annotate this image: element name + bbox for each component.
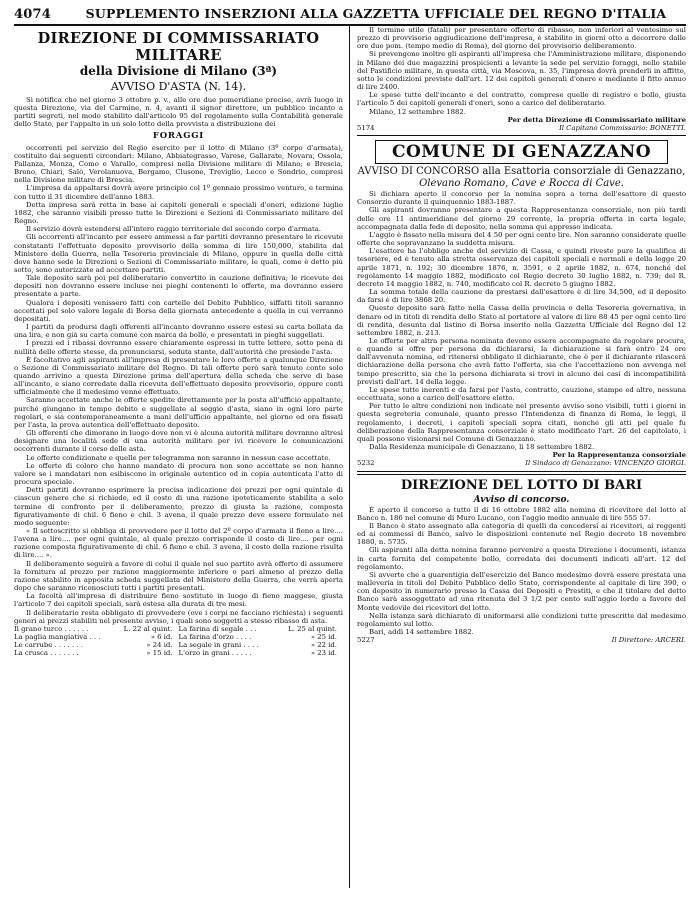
paragraph: Detti partiti dovranno esprimere la precisa indicazione dei prezzi per ogni quintale di ciascun genere che si richiede, ed il costo di una razione ipoteticamente stabilita a solo termine di confronto per il deliberamento, prezzo di giusta la razione, composta figurativamente di chil. 6 fieno e chil. 3 avena, il quale prezzo deve essere formulato nel modo seguente:: [14, 486, 343, 527]
columns: [14, 26, 686, 888]
paragraph: Le offerte condizionate e quelle per telegramma non saranno in nessun caso accettate.: [26, 453, 331, 462]
paragraph: Gli aspiranti alla detta nomina faranno pervenire a questa Direzione i documenti, istanza in carta fornita del competente bollo, corredata dei documenti indicati all'art. 12 del regolamento.: [357, 546, 686, 571]
running-header: [14, 6, 686, 26]
signature-block: Per la Rappresentanza consorziale: [552, 451, 686, 460]
price-column-2: [179, 625, 344, 658]
price-row: La farina d'orzo . . . . » 25 id.: [178, 633, 337, 642]
place-date: Milano, 12 settembre 1882.: [369, 107, 466, 116]
paragraph: Si prevengono inoltre gli aspiranti all'impresa che l'Amministrazione militare, disponendo in Milano dei due magazzini prospicienti a levante la sede pel servizio foraggi, nello stabile del Pastificio militare, in questa città, via Moscova, n. 35, l'impresa dovrà prenderli in affitto, sotto le condizioni previste dall'art. 12 dei capitoli generali d'onere e mediante il fitto annuo di lire 2400.: [357, 50, 686, 92]
paragraph: Il termine utile (fatali) per presentare offerte di ribasso, non inferiori al ventesimo sul prezzo di provvisorio aggiudicazione dell'impresa, è stabilito in giorni otto a decorrere dalle ore due pom. (tempo medio di Roma), del giorno del provvisorio deliberamento.: [357, 26, 686, 51]
auction-notice-heading: AVVISO D'ASTA (N. 14).: [110, 80, 247, 93]
paragraph: Detta impresa sarà retta in base ai capitoli generali e speciali d'oneri, edizione luglio 1882, che saranno visibili presso tutte le Direzioni e Sezioni di Commissariato militare del Regno.: [14, 200, 343, 226]
paragraph: Saranno accettate anche le offerte spedite direttamente per la posta all'ufficio appaltante, purché giungano in tempo debito e suggellate al seggio d'asta, siano in ogni loro parte regolari, e sia contemporaneamente a mani dell'ufficio appaltante, nel giorno ed ora fissati per l'asta, la prova autentica dell'effettuato deposito.: [14, 396, 343, 429]
paragraph: Il Banco è stato assegnato alla categoria di quelli da concedersi ai ricevitori, ai reggenti ed ai commessi di Banco, salvo le disposizioni contenute nel Regio decreto 18 novembre 1880, n. 5735.: [357, 521, 686, 547]
paragraph: La facoltà all'impresa di distribuire fieno sostitute in luogo di fieno maggese, giusta l'articolo 7 dei capitoli speciali, sarà estesa alla durata di tre mesi.: [14, 592, 343, 609]
paragraph: È facoltativo agli aspiranti all'impresa di presentare le loro offerte a qualunque Direzione o Sezione di Commissariato militare del Regno. Di tali offerte però sarà tenuto conto solo quando arrivino a questa Direzione prima dell'apertura della scheda che serve di base all'incanto, e siano corredate dalla ricevuta dell'effettuato deposito provvisorio, oppure conti ufficialmente che il medesimo venne effettuato.: [14, 355, 343, 397]
paragraph: Gli offerenti che dimorano in luogo dove non vi è alcuna autorità militare dovranno altresì designare una località sede di una autorità militare per ivi ricevere le comunicazioni occorrenti durante il corso delle asta.: [14, 429, 343, 454]
paragraph: I prezzi ed i ribassi dovranno essere chiaramente espressi in tutte lettere, sotto pena di nullità delle offerte stesse, da pronunciarsi, seduta stante, dall'autorità che presiede l'asta.: [14, 339, 343, 356]
paragraph: Nella istanza sarà dichiarato di uniformarsi alle condizioni tutte prescritte dal medesimo regolamento sul lotto.: [357, 611, 686, 628]
price-list: [14, 625, 343, 658]
paragraph: Si dichiara aperto il concorso per la nomina sopra a terna dell'esattore di questo Consorzio durante il quinquennio 1883-1887.: [357, 190, 686, 207]
foraggi-heading: FORAGGI: [152, 130, 205, 141]
paragraph: « Il sottoscritto si obbliga di provvedere per il lotto del 2º corpo d'armata il fieno a lire.... l'avena a lire.... per ogni quintale, al quale prezzo corrisponde il costo di lire.... per ogni razione composta figurativamente di chil. 6 fieno e chil. 3 avena, il costo della razione risulta di lire.... ».: [14, 526, 343, 560]
paragraph: Le offerte per altra persona nominata devono essere accompagnate da regolare procura, e quando si offre per persona da dichiararsi, la dichiarazione si farà entro 24 ore dall'avvenuta nomina, ed ritenersi obbligato il dichiarante, che è per il dichiarante rilascerà dichiarazione della persona che avrà fatto l'offerta, sia che l'accettazione non avvenga nel tempo prescritto, sia che la persona dichiarata si trovi in alcuno dei casi di incompatibilità previsti dall'art. 14 della legge.: [357, 336, 686, 386]
paragraph: L'impresa da appaltarsi dovrà avere principio col 1º gennaio prossimo venturo, e termina con tutto il 31 dicembre dell'anno 1883.: [14, 184, 343, 201]
price-row: L'orzo in grani . . . . . » 23 id.: [178, 649, 337, 658]
notice-number: 5232: [357, 459, 375, 468]
paragraph: Le spese tutte dell'incanto e del contratto, comprese quelle di registro e bollo, giusta l'articolo 5 dei capitoli generali d'oneri, sono a carico del deliberatario.: [357, 91, 686, 108]
paragraph: Il servizio dovrà estendersi all'intero raggio territoriale del secondo corpo d'armata.: [26, 225, 322, 234]
commissariato-heading: DIREZIONE DI COMMISSARIATO MILITARE: [37, 30, 320, 64]
genazzano-subheading: AVVISO DI CONCORSO alla Esattoria consorziale di Genazzano,: [357, 166, 686, 178]
price-row: La paglia mangiativa . . . » 6 id.: [14, 633, 173, 642]
price-row: La segale in grani . . . . » 22 id.: [178, 641, 337, 650]
divider: [357, 135, 686, 136]
price-row: Il grano turco . . . . . . L. 22 al quint.: [14, 624, 173, 633]
bari-subheading: Avviso di concorso.: [473, 494, 570, 505]
signature-block: 5232 Il Sindaco di Genazzano: VINCENZO GIORGI.: [357, 459, 686, 468]
paragraph: Tale deposito sarà poi pel deliberatario convertito in cauzione definitiva; le ricevute dei depositi non dovranno essere incluse nei pieghi contenenti le offerte, ma dovranno essere presentate a parte.: [14, 274, 343, 299]
division-heading: della Divisione di Milano (3ª): [79, 64, 278, 78]
divider: [357, 471, 686, 475]
paragraph: Il deliberatario resta obbligato di provvedere (ove i corpi ne facciano richiesta) i seguenti generi ai prezzi stabiliti nel presente avviso, i quali sono soggetti a stesso ribasso di asta.: [14, 608, 343, 625]
signature-block: 5174 Il Capitano Commissario: BONETTI.: [357, 123, 686, 132]
paragraph: Questo deposito sarà fatto nella Cassa della provincia o della Tesoreria governativa, in denaro od in titoli di rendita dello Stato al portatore al valore di lire 88 45 per ogni cento lire di rendita, desunta dal listino di Borsa inserito nella Gazzetta Ufficiale del Regno del 12 settembre 1882, n. 213.: [357, 304, 686, 337]
bari-heading: DIREZIONE DEL LOTTO DI BARI: [400, 477, 643, 493]
price-row: Le carrube . . . . . . . » 24 id.: [14, 641, 173, 650]
right-column: [350, 26, 686, 888]
genazzano-heading: COMUNE DI GENAZZANO: [375, 140, 668, 164]
paragraph: L'esattore ha l'obbligo anche del servizio di Cassa, e quindi riveste pure la qualifica di tesoriere, ed è tenuto alla stretta osservanza dei capitoli speciali e normali e della legge 20 aprile 1871, n. 192; 30 dicembre 1876, n. 3591, e 2 aprile 1882, n. 674, nonché del regolamento 14 maggio 1882, modificato col Regio decreto 30 luglio 1882, n. 739; del R. decreto 14 maggio 1882, n. 740, modificato col R. decreto 5 giugno 1882.: [357, 247, 686, 288]
signature-block: 5227 Il Direttore: ARCERI.: [357, 636, 686, 645]
price-row: La farina di segale . . . L. 25 al quint.: [178, 624, 337, 633]
paragraph: La somma totale della cauzione da prestarsi dall'esattore è di lire 34,500, ed il deposito da farsi è di lire 3868 20.: [357, 288, 686, 305]
paragraph: Per tutto le altre condizioni non indicate nel presente avviso sono visibili, tutti i giorni in questa segreteria comunale, quanto presso l'Intendenza di finanza di Roma, le leggi, il regolamento, i decreti, i capitoli speciali sopra citati, nonché gli atti pel quale fu deliberazione della Rappresentanza consorziale è stato modificato l'art. 26 del capitolato, i quali possono visionarsi nel Comune di Genazzano.: [357, 402, 686, 443]
paragraph: Qualora i depositi venissero fatti con cartelle del Debito Pubblico, siffatti titoli saranno accettati pel solo valore legale di Borsa della giornata antecedente a quella in cui verranno depositati.: [14, 298, 343, 323]
paragraph: occorrenti pel servizio del Regio esercito per il lotto di Milano (3º corpo d'armata), costituito dai seguenti circondari: Milano, Abbiategrasso, Varese, Gallarate, Novara, Ossola, Pallanza, Monza, Como e Varallo, compresi nella Divisione militare di Milano; e Brescia, Breno, Chiari, Salò, Verolanuova, Bergamo, Clusone, Treviglio, Lecco e Sondrio, compresi nella Divisione militare di Brescia.: [14, 143, 343, 185]
paragraph: È aperto il concorso a tutto il di 16 ottobre 1882 alla nomina di ricevitore del lotto al Banco n. 186 nel comune di Muro Lucano, con l'aggio medio annuale di lire 555 57.: [357, 505, 686, 522]
paragraph: I partiti da prodursi dagli offerenti all'incanto dovranno essere estesi su carta bollata da una lira, e non già su carta comune con marca da bollo, e presentati in pieghi suggellati.: [14, 323, 343, 340]
genazzano-subheading-2: Olevano Romano, Cave e Rocca di Cave.: [419, 178, 624, 190]
paragraph: Gli aspiranti dovranno presentare a questa Rappresentanza consorziale, non più tardi delle ore 11 antimeridiane del giorno 29 corrente, la propria offerta in carta legale, accompagnata dalla fede di deposito, nella somma qui appresso indicata.: [357, 206, 686, 231]
publication-title: SUPPLEMENTO INSERZIONI ALLA GAZZETTA UFFICIALE DEL REGNO D'ITALIA: [85, 6, 667, 21]
paragraph: Gli accorrenti all'incanto per essere ammessi a far partiti dovranno presentare le ricevute constatanti l'effettuato deposito provvisorio della somma di lire 150,000, stabilita dal Ministero della Guerra, nella Tesoreria provinciale di Milano, oppure in quella delle città dove hanno sede le Direzioni o Sezioni di Commissariato militare, le quali, come è detto più sotto, sono autorizzate ad accettare partiti.: [14, 233, 343, 274]
left-column: [14, 26, 350, 888]
place-date: Bari, addì 14 settembre 1882.: [369, 627, 474, 636]
notice-number: 5174: [357, 123, 375, 132]
place-date: Dalla Residenza municipale di Genazzano, li 18 settembre 1882.: [369, 443, 595, 452]
paragraph: Si notifica che nel giorno 3 ottobre p. v., alle ore due pomeridiane precise, avrà luogo in questa Direzione, via del Carmine, n. 4, avanti il signor direttore, un pubblico incanto a partiti segreti, nel modo stabilito dall'articolo 95 del regolamento sulla Contabilità generale dello Stato, per l'appalto in un solo lotto della provvista a distribuzione dei: [14, 96, 343, 129]
paragraph: L'aggio è fissato nella misura del 4 50 per ogni cento lire. Non saranno considerate quelle offerte che sopravanzano la suddetta misura.: [357, 230, 686, 248]
notice-number: 5227: [357, 636, 375, 645]
page-number: 4074: [14, 7, 51, 22]
signature-block: Per detta Direzione di Commissariato militare: [507, 115, 686, 124]
paragraph: Le offerte di coloro che hanno mandato di procura non sono accettate se non hanno valore se i mandatari non esibiscono in originale autentico od in copia autenticata l'atto di procura speciale.: [14, 461, 343, 487]
paragraph: Le spese tutte inerenti e da farsi per l'asta, contratto, cauzione, stampe ed altre, nessuna eccettuata, sono a carico dell'esattore eletto.: [357, 385, 686, 403]
paragraph: Il deliberamento seguirà a favore di colui il quale nel suo partito avrà offerto di assumere la fornitura al prezzo per razione maggiormente inferiore o pari almeno al prezzo della razione stabilito in apposita scheda suggellata del Ministero della Guerra, che verrà aperta dopo che saranno riconosciuti tutti i partiti presentati.: [14, 559, 343, 593]
paragraph: Si avverte che a guarentigia dell'esercizio del Banco medesimo dovrà essere prestata una malleveria in titoli del Debito Pubblico dello Stato, corrispondente al capitale di lire 390, o con deposito in numerario presso la Cassa dei Depositi e Prestiti, e che il titolare del detto Banco sarà assoggettato ad una ritenuta del 3 1/2 per cento sull'aggio lordo a favore del Monte vedovile dei ricevitori del lotto.: [357, 570, 686, 612]
price-column-1: [14, 625, 179, 658]
price-row: La crusca . . . . . . . » 15 id.: [14, 649, 173, 658]
